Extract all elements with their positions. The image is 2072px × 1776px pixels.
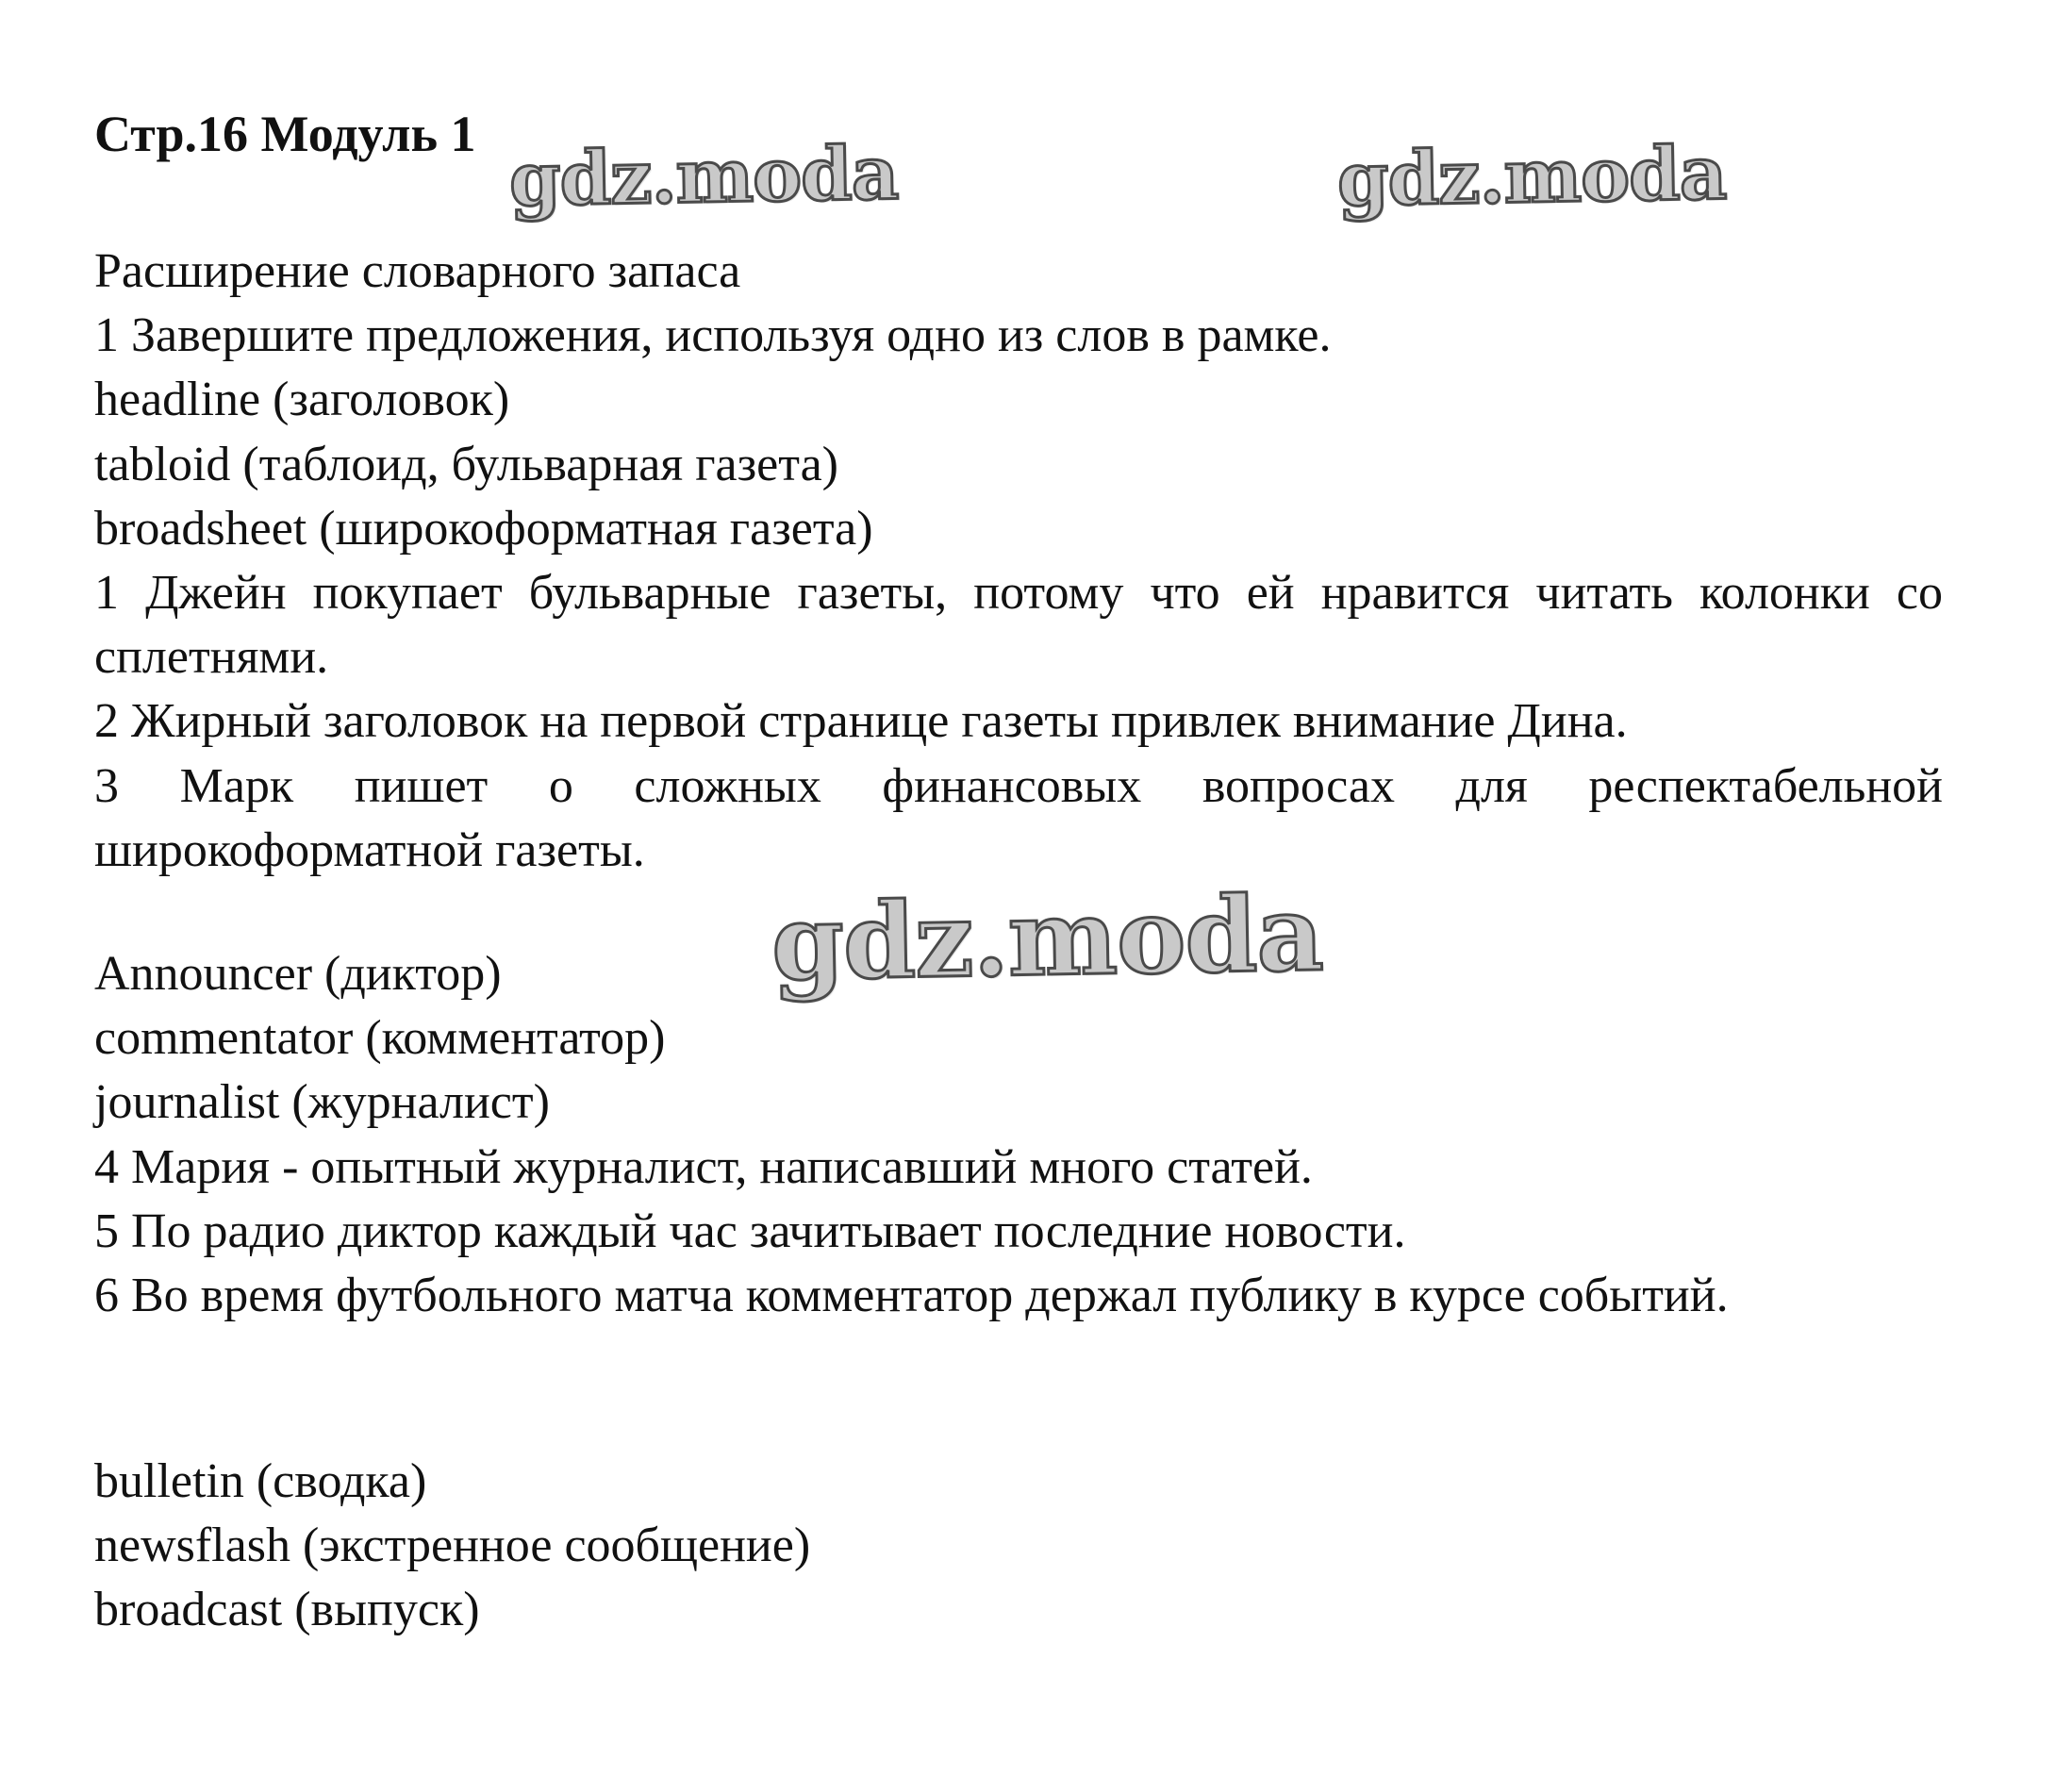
word-item: commentator (комментатор) — [94, 1011, 666, 1066]
answer-sentence: 2 Жирный заголовок на первой странице газеты привлек внимание Дина. — [94, 694, 1628, 749]
answer-sentence: 3 Марк пишет о сложных финансовых вопросах для респектабельной широкоформатной газеты. — [94, 758, 1943, 877]
word-item: broadcast (выпуск) — [94, 1583, 480, 1637]
word-item: broadsheet (широкоформатная газета) — [94, 501, 873, 556]
watermark-logo: gdz.moda — [1336, 130, 1727, 224]
answer-sentence: 6 Во время футбольного матча комментатор держал публику в курсе событий. — [94, 1268, 1729, 1322]
watermark-logo: gdz.moda — [770, 871, 1324, 1004]
answer-sentence: 1 Джейн покупает бульварные газеты, потому что ей нравится читать колонки со сплетнями. — [94, 565, 1943, 685]
page-title: Стр.16 Модуль 1 — [94, 106, 476, 162]
answer-sentence: 5 По радио диктор каждый час зачитывает последние новости. — [94, 1203, 1406, 1258]
word-item: headline (заголовок) — [94, 373, 510, 427]
word-item: newsflash (экстренное сообщение) — [94, 1519, 811, 1573]
word-item: Announcer (диктор) — [94, 947, 502, 1001]
word-item: tabloid (таблоид, бульварная газета) — [94, 437, 838, 491]
task-instruction: 1 Завершите предложения, используя одно из слов в рамке. — [94, 308, 1332, 363]
answer-sentence: 4 Мария - опытный журналист, написавший много статей. — [94, 1139, 1313, 1194]
vocabulary-section-3 — [94, 1450, 1943, 1643]
watermark-logo: gdz.moda — [508, 130, 899, 224]
word-item: journalist (журналист) — [94, 1075, 550, 1130]
section-heading: Расширение словарного запаса — [94, 244, 741, 298]
vocabulary-section-1 — [94, 240, 1943, 883]
word-item: bulletin (сводка) — [94, 1454, 427, 1508]
vocabulary-section-2 — [94, 942, 1943, 1328]
